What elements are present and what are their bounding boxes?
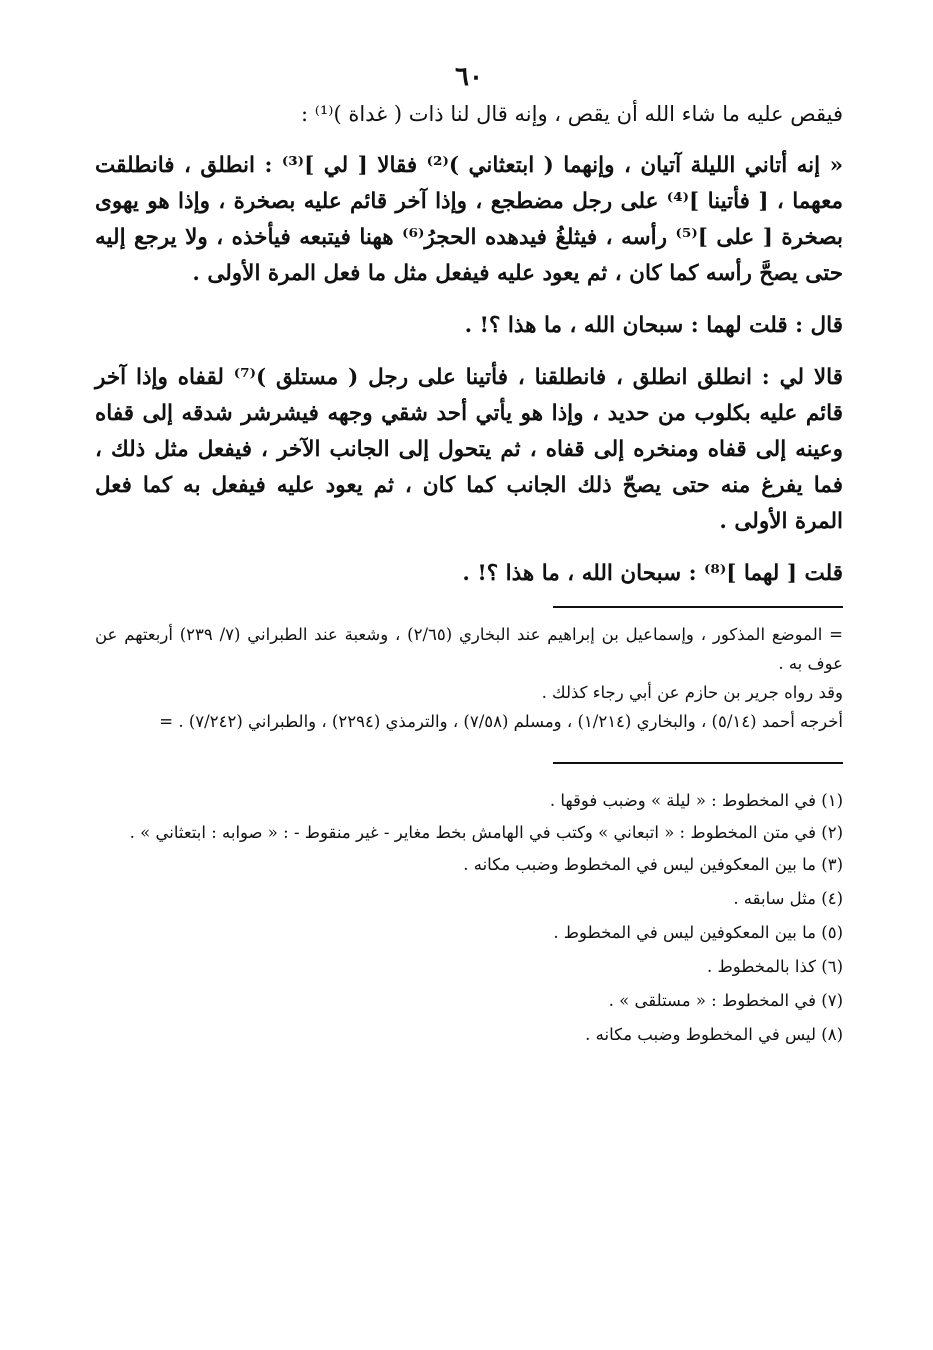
- footnote-3: (٣) ما بين المعكوفين ليس في المخطوط وضبب مكانه .: [463, 855, 843, 874]
- footnote-5: (٥) ما بين المعكوفين ليس في المخطوط .: [553, 923, 843, 942]
- footnote-separator-rule: [553, 762, 843, 764]
- separator-rule: [553, 606, 843, 608]
- continued-note-line-1: = الموضع المذكور ، وإسماعيل بن إبراهيم عند البخاري (٢/٦٥) ، وشعبة عند الطبراني (٧/ ٢٣٩) أربعتهم عن عوف به .: [95, 625, 843, 673]
- hadith-paragraph-3: قالا لي : انطلق انطلق ، فانطلقنا ، فأتينا على رجل ( مستلق )⁽⁷⁾ لقفاه وإذا آخر قائم عليه بكلوب من حديد ، وإذا هو يأتي أحد شقي وجهه فيشرشر شدقه إلى قفاه وعينه إلى قفاه ومنخره إلى قفاه ، ثم يتحول إلى الجانب الآخر ، فيفعل مثل ذلك ، فما يفرغ منه حتى يصحّ ذلك الجانب كما كان ، ثم يعود عليه فيفعل به كما فعل المرة الأولى .: [95, 365, 844, 534]
- footnote-6: (٦) كذا بالمخطوط .: [707, 957, 843, 976]
- footnote-4: (٤) مثل سابقه .: [733, 889, 843, 908]
- continued-note-line-3: أخرجه أحمد (٥/١٤) ، والبخاري (١/٢١٤) ، ومسلم (٧/٥٨) ، والترمذي (٢٢٩٤) ، والطبراني (٧/٢٤٢) . =: [159, 712, 843, 731]
- page-number: ٦٠: [455, 62, 483, 92]
- hadith-paragraph-2: قال : قلت لهما : سبحان الله ، ما هذا ؟! .: [464, 313, 843, 338]
- footnote-2: (٢) في متن المخطوط : « اتبعاني » وكتب في الهامش بخط مغاير - غير منقوط - : « صوابه : ابتعثاني » .: [129, 823, 843, 842]
- intro-line: فيقص عليه ما شاء الله أن يقص ، وإنه قال لنا ذات ( غداة )⁽¹⁾ :: [300, 102, 843, 126]
- hadith-paragraph-1: « إنه أتاني الليلة آتيان ، وإنهما ( ابتعثاني )⁽²⁾ فقالا [ لي ]⁽³⁾ : انطلق ، فانطلقت معهما ، [ فأتينا ]⁽⁴⁾ على رجل مضطجع ، وإذا آخر قائم عليه بصخرة ، وإذا هو يهوى بصخرة [ على ]⁽⁵⁾ رأسه ، فيثلغُ فيدهده الحجرُ⁽⁶⁾ ههنا فيتبعه فيأخذه ، ولا يرجع إليه حتى يصحَّ رأسه كما كان ، ثم يعود عليه فيفعل مثل ما فعل المرة الأولى .: [95, 153, 844, 286]
- hadith-paragraph-4: قلت [ لهما ]⁽⁸⁾ : سبحان الله ، ما هذا ؟! .: [462, 561, 843, 586]
- footnote-7: (٧) في المخطوط : « مستلقى » .: [608, 991, 843, 1010]
- continued-note: [95, 620, 843, 736]
- footnote-8: (٨) ليس في المخطوط وضبب مكانه .: [585, 1025, 843, 1044]
- footnote-1: (١) في المخطوط : « ليلة » وضبب فوقها .: [549, 791, 843, 810]
- continued-note-line-2: وقد رواه جرير بن حازم عن أبي رجاء كذلك .: [541, 683, 843, 702]
- book-page: [95, 62, 843, 1292]
- footnotes-list: [95, 784, 843, 1052]
